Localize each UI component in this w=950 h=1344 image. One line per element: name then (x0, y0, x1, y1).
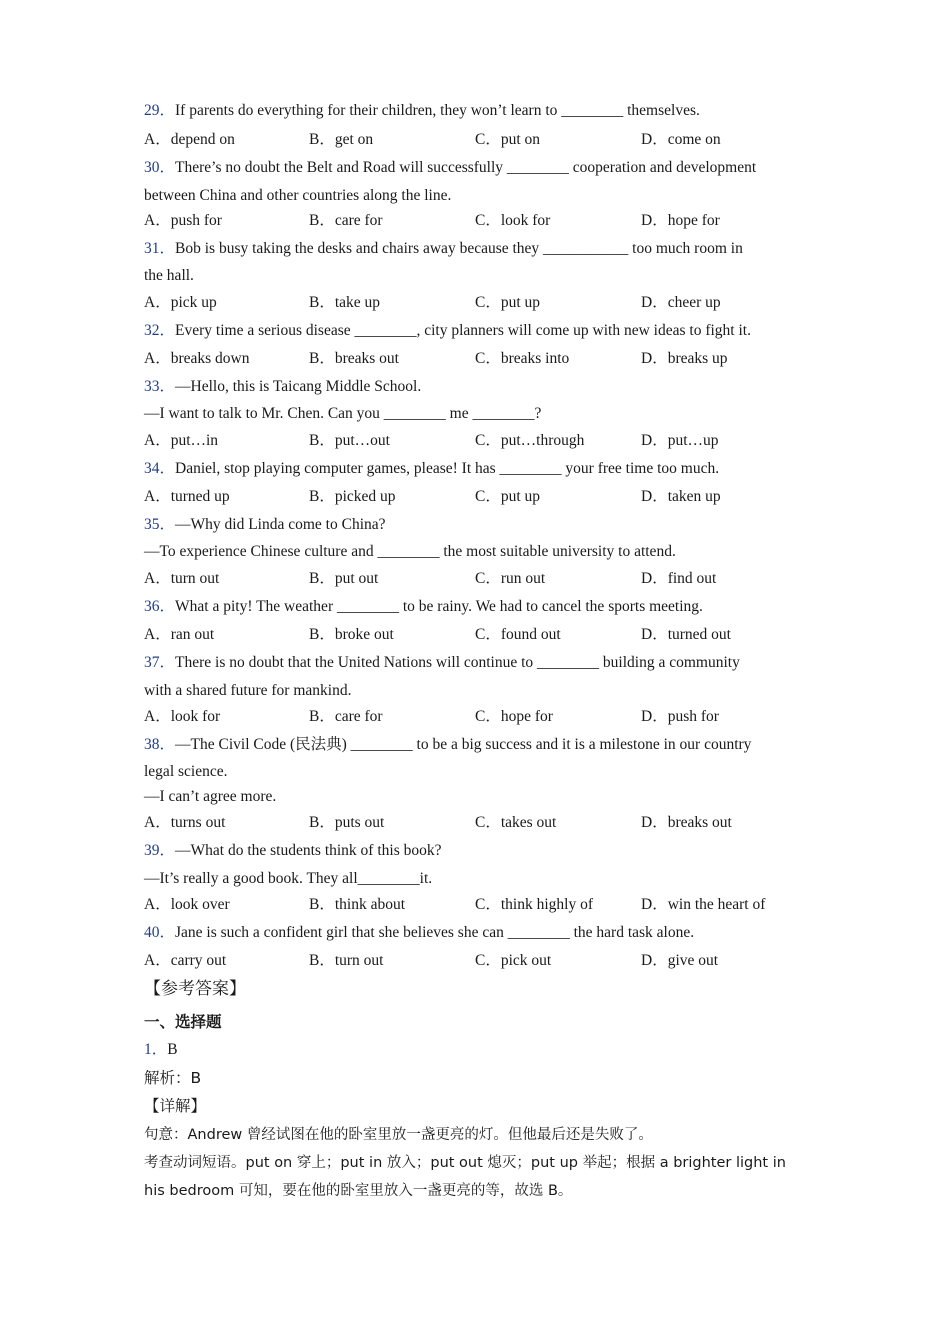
question-text-continued: the hall. (144, 267, 194, 284)
option-c: C．put on (475, 131, 541, 148)
option-b: B．put…out (309, 432, 390, 449)
option-b: B．put out (309, 570, 379, 587)
option-b: B．turn out (309, 952, 384, 969)
option-b: B．think about (309, 896, 406, 913)
question-number: 37． (144, 654, 176, 671)
question-number: 38． (144, 736, 176, 753)
answer-key-heading: 【参考答案】 (144, 979, 246, 999)
question-32 (144, 321, 751, 341)
option-c: C．pick out (475, 952, 552, 969)
question-text: —Hello, this is Taicang Middle School. (175, 378, 422, 395)
option-b: B．take up (309, 294, 381, 311)
option-b: B．breaks out (309, 350, 399, 367)
question-text-continued: legal science. (144, 763, 228, 780)
option-d: D．push for (641, 708, 719, 725)
question-text-continued: —It’s really a good book. They all________it. (144, 870, 433, 887)
question-text: Jane is such a confident girl that she believes she can ________ the hard task alone. (175, 924, 695, 941)
option-a: A．depend on (144, 131, 235, 148)
option-c: C．put up (475, 294, 541, 311)
question-number: 32． (144, 322, 176, 339)
question-37 (144, 653, 740, 673)
question-30 (144, 158, 756, 178)
sentence-meaning: 句意：Andrew 曾经试图在他的卧室里放一盏更亮的灯。但他最后还是失败了。 (144, 1127, 653, 1143)
explanation-line-2: his bedroom 可知，要在他的卧室里放入一盏更亮的等，故选 B。 (144, 1183, 573, 1199)
option-a: A．put…in (144, 432, 219, 449)
question-text: What a pity! The weather ________ to be rainy. We had to cancel the sports meeting. (175, 598, 703, 615)
question-text: There is no doubt that the United Nations will continue to ________ building a community (175, 654, 740, 671)
option-a: A．turned up (144, 488, 230, 505)
question-text: Every time a serious disease ________, city planners will come up with new ideas to fight it. (175, 322, 751, 339)
question-text: There’s no doubt the Belt and Road will successfully ________ cooperation and development (175, 159, 757, 176)
question-text: —Why did Linda come to China? (175, 516, 386, 533)
question-number: 40． (144, 924, 176, 941)
option-b: B．picked up (309, 488, 396, 505)
question-text-continued: —I can’t agree more. (144, 788, 277, 805)
question-text: —What do the students think of this book? (175, 842, 442, 859)
question-31 (144, 239, 743, 259)
question-number: 30． (144, 159, 176, 176)
option-c: C．put up (475, 488, 541, 505)
option-c: C．think highly of (475, 896, 593, 913)
option-c: C．found out (475, 626, 561, 643)
option-a: A．turn out (144, 570, 220, 587)
option-a: A．look over (144, 896, 230, 913)
option-a: A．look for (144, 708, 221, 725)
option-a: A．ran out (144, 626, 215, 643)
option-d: D．come on (641, 131, 721, 148)
section-title: 一、选择题 (144, 1013, 222, 1031)
question-number: 36． (144, 598, 176, 615)
answer-number: 1． (144, 1041, 168, 1058)
option-d: D．turned out (641, 626, 731, 643)
question-39 (144, 841, 442, 861)
option-c: C．look for (475, 212, 551, 229)
option-d: D．breaks up (641, 350, 728, 367)
question-number: 34． (144, 460, 176, 477)
question-35 (144, 515, 386, 535)
option-d: D．hope for (641, 212, 720, 229)
question-40 (144, 923, 694, 943)
option-a: A．push for (144, 212, 222, 229)
option-b: B．get on (309, 131, 374, 148)
option-b: B．puts out (309, 814, 385, 831)
question-number: 31． (144, 240, 176, 257)
question-number: 33． (144, 378, 176, 395)
option-c: C．breaks into (475, 350, 570, 367)
question-number: 29． (144, 102, 176, 119)
question-text: If parents do everything for their children, they won’t learn to ________ themselves. (175, 102, 700, 119)
option-d: D．cheer up (641, 294, 721, 311)
question-text-continued: —I want to talk to Mr. Chen. Can you ________ me ________? (144, 405, 542, 422)
option-c: C．put…through (475, 432, 585, 449)
question-38 (144, 735, 751, 755)
option-d: D．give out (641, 952, 719, 969)
analysis-line: 解析：B (144, 1069, 202, 1087)
question-33 (144, 377, 421, 397)
question-text: Daniel, stop playing computer games, please! It has ________ your free time too much. (175, 460, 720, 477)
question-number: 39． (144, 842, 176, 859)
question-29 (144, 101, 700, 121)
option-a: A．pick up (144, 294, 217, 311)
answer-item-1 (144, 1040, 178, 1060)
detail-heading: 【详解】 (144, 1097, 207, 1115)
option-b: B．care for (309, 212, 383, 229)
explanation-line-1: 考查动词短语。put on 穿上；put in 放入；put out 熄灭；put up 举起；根据 a brighter light in (144, 1155, 786, 1171)
option-c: C．run out (475, 570, 546, 587)
option-d: D．breaks out (641, 814, 732, 831)
answer-value: B (167, 1041, 178, 1058)
question-text: Bob is busy taking the desks and chairs away because they ___________ too much room in (175, 240, 743, 257)
option-d: D．taken up (641, 488, 721, 505)
option-d: D．find out (641, 570, 717, 587)
option-d: D．win the heart of (641, 896, 766, 913)
option-c: C．hope for (475, 708, 553, 725)
question-text-continued: between China and other countries along the line. (144, 187, 452, 204)
option-c: C．takes out (475, 814, 557, 831)
question-text-continued: with a shared future for mankind. (144, 682, 352, 699)
question-36 (144, 597, 703, 617)
option-a: A．carry out (144, 952, 227, 969)
question-text-continued: —To experience Chinese culture and ________ the most suitable university to attend. (144, 543, 676, 560)
option-b: B．care for (309, 708, 383, 725)
question-text: —The Civil Code (民法典) ________ to be a big success and it is a milestone in our country (175, 736, 752, 753)
option-a: A．turns out (144, 814, 226, 831)
option-b: B．broke out (309, 626, 394, 643)
option-d: D．put…up (641, 432, 719, 449)
question-number: 35． (144, 516, 176, 533)
option-a: A．breaks down (144, 350, 250, 367)
question-34 (144, 459, 719, 479)
